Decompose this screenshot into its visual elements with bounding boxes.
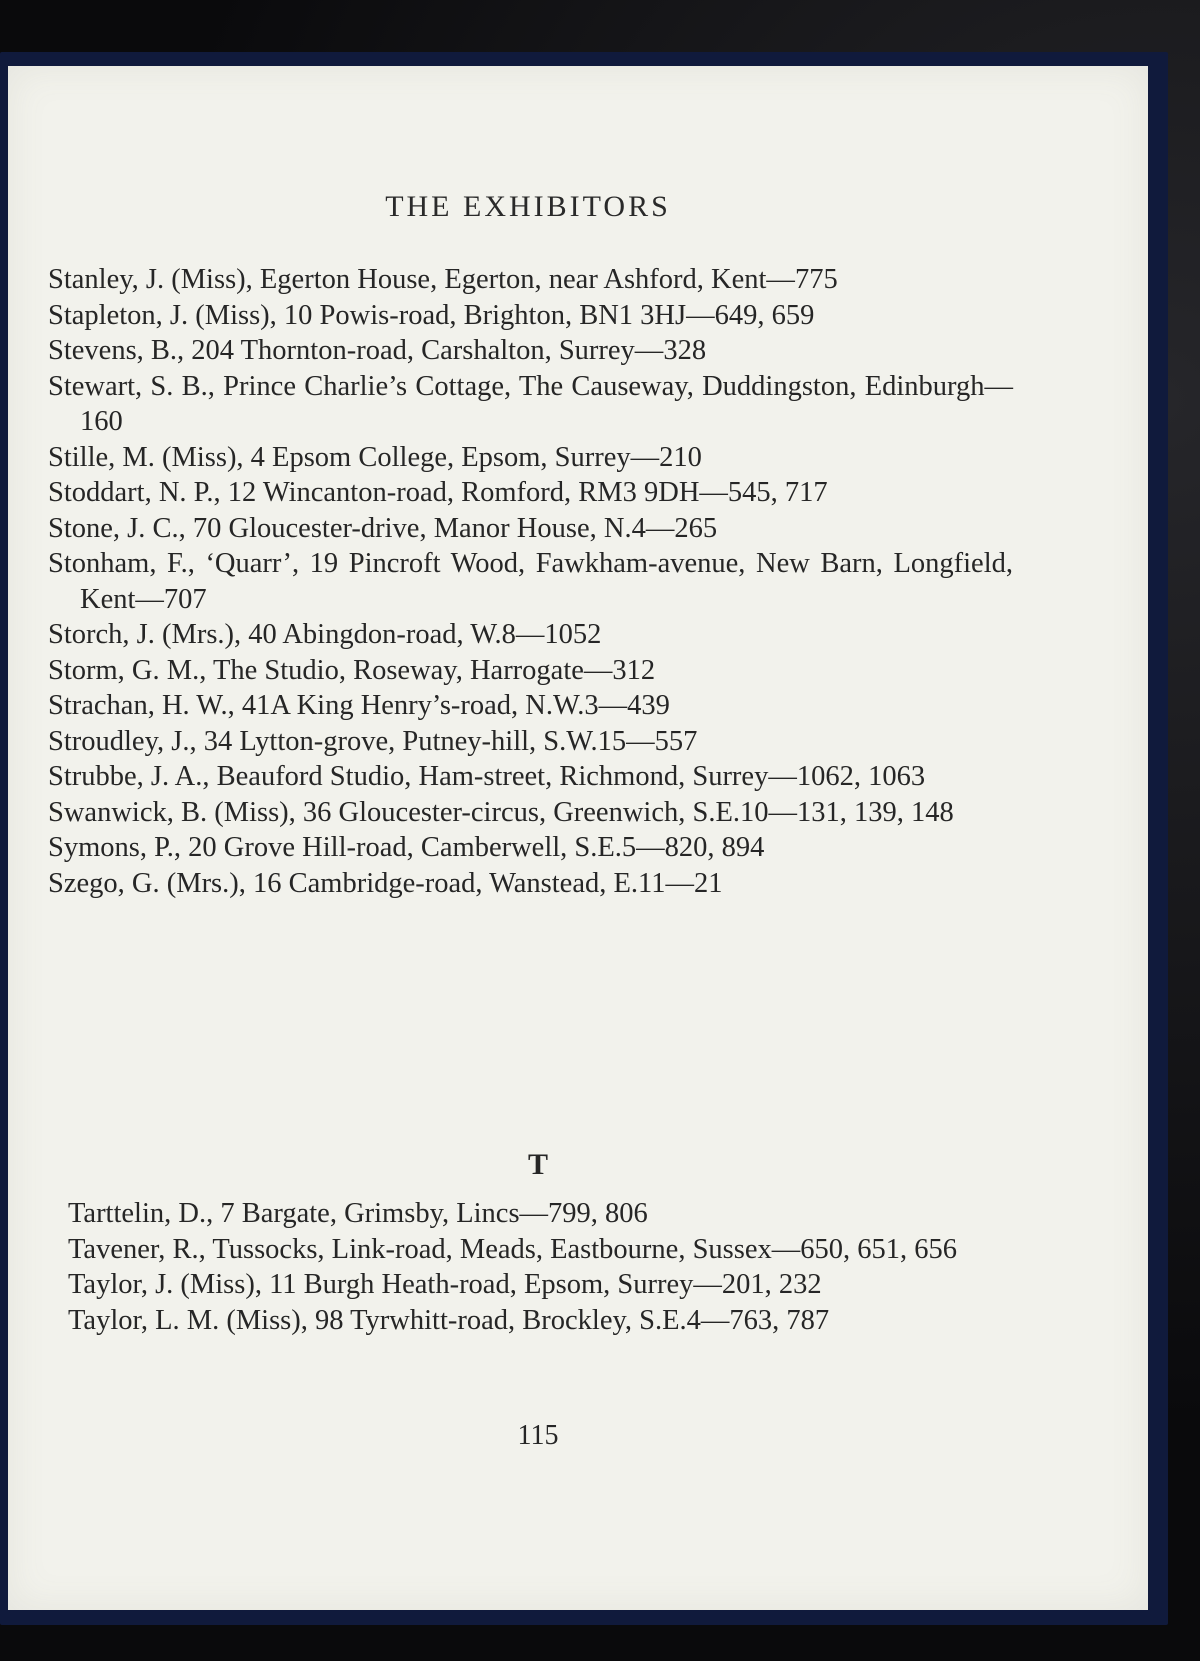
catalogue-refs: 131, 139, 148 (797, 796, 954, 828)
running-head: THE EXHIBITORS (385, 190, 671, 223)
catalogue-refs: 545, 717 (727, 477, 828, 508)
list-item: Stille, M. (Miss), 4 Epsom College, Epsom, Surrey—210 (48, 441, 702, 473)
catalogue-refs: 557 (654, 725, 698, 757)
book-page (8, 66, 1148, 1610)
exhibitor-list-s (48, 262, 1013, 901)
catalogue-refs: 328 (663, 335, 707, 366)
list-item: Stewart, S. B., Prince Charlie’s Cottage, The Causeway, Duddingston, Edinburgh—160 (48, 370, 1013, 437)
catalogue-refs: 160 (80, 406, 123, 437)
list-item: Strachan, H. W., 41A King Henry’s-road, N.W.3—439 (48, 690, 670, 721)
list-item: Stone, J. C., 70 Gloucester-drive, Manor House, N.4—265 (48, 512, 718, 544)
catalogue-refs: 799, 806 (548, 1198, 648, 1229)
catalogue-refs: 1062, 1063 (796, 761, 926, 792)
list-item: Stoddart, N. P., 12 Wincanton-road, Romford, RM3 9DH—545, 717 (48, 477, 828, 508)
list-item: Stanley, J. (Miss), Egerton House, Egerton, near Ashford, Kent—775 (48, 264, 838, 295)
list-item: Strubbe, J. A., Beauford Studio, Ham-street, Richmond, Surrey—1062, 1063 (48, 761, 926, 792)
section-letter-heading: T (527, 1148, 548, 1181)
list-item: Swanwick, B. (Miss), 36 Gloucester-circus, Greenwich, S.E.10—131, 139, 148 (48, 796, 954, 828)
catalogue-refs: 1052 (544, 619, 602, 650)
catalogue-refs: 775 (794, 264, 838, 295)
list-item: Storm, G. M., The Studio, Roseway, Harrogate—312 (48, 654, 656, 686)
catalogue-refs: 649, 659 (714, 299, 815, 331)
catalogue-refs: 21 (693, 867, 723, 899)
catalogue-refs: 650, 651, 656 (800, 1233, 957, 1265)
catalogue-refs: 820, 894 (664, 832, 765, 863)
list-item: Tarttelin, D., 7 Bargate, Grimsby, Lincs—799, 806 (68, 1198, 648, 1229)
page-number: 115 (517, 1420, 559, 1451)
list-item: Taylor, J. (Miss), 11 Burgh Heath-road, Epsom, Surrey—201, 232 (68, 1269, 822, 1300)
list-item: Storch, J. (Mrs.), 40 Abingdon-road, W.8—1052 (48, 619, 602, 650)
exhibitor-list-t (68, 1196, 1018, 1338)
catalogue-refs: 707 (163, 583, 207, 615)
list-item: Szego, G. (Mrs.), 16 Cambridge-road, Wanstead, E.11—21 (48, 867, 723, 899)
list-item: Stevens, B., 204 Thornton-road, Carshalton, Surrey—328 (48, 335, 707, 366)
catalogue-refs: 265 (674, 512, 718, 544)
list-item: Symons, P., 20 Grove Hill-road, Camberwell, S.E.5—820, 894 (48, 832, 765, 863)
list-item: Taylor, L. M. (Miss), 98 Tyrwhitt-road, Brockley, S.E.4—763, 787 (68, 1304, 830, 1336)
catalogue-refs: 439 (627, 690, 670, 721)
list-item: Tavener, R., Tussocks, Link-road, Meads, Eastbourne, Sussex—650, 651, 656 (68, 1233, 957, 1265)
list-item: Stroudley, J., 34 Lytton-grove, Putney-hill, S.W.15—557 (48, 725, 698, 757)
catalogue-refs: 210 (659, 441, 702, 473)
list-item: Stonham, F., ‘Quarr’, 19 Pincroft Wood, Fawkham-avenue, New Barn, Longfield, Kent—707 (48, 548, 1013, 615)
list-item: Stapleton, J. (Miss), 10 Powis-road, Brighton, BN1 3HJ—649, 659 (48, 299, 815, 331)
catalogue-refs: 312 (612, 654, 656, 686)
catalogue-refs: 201, 232 (721, 1269, 822, 1300)
catalogue-refs: 763, 787 (729, 1304, 830, 1336)
